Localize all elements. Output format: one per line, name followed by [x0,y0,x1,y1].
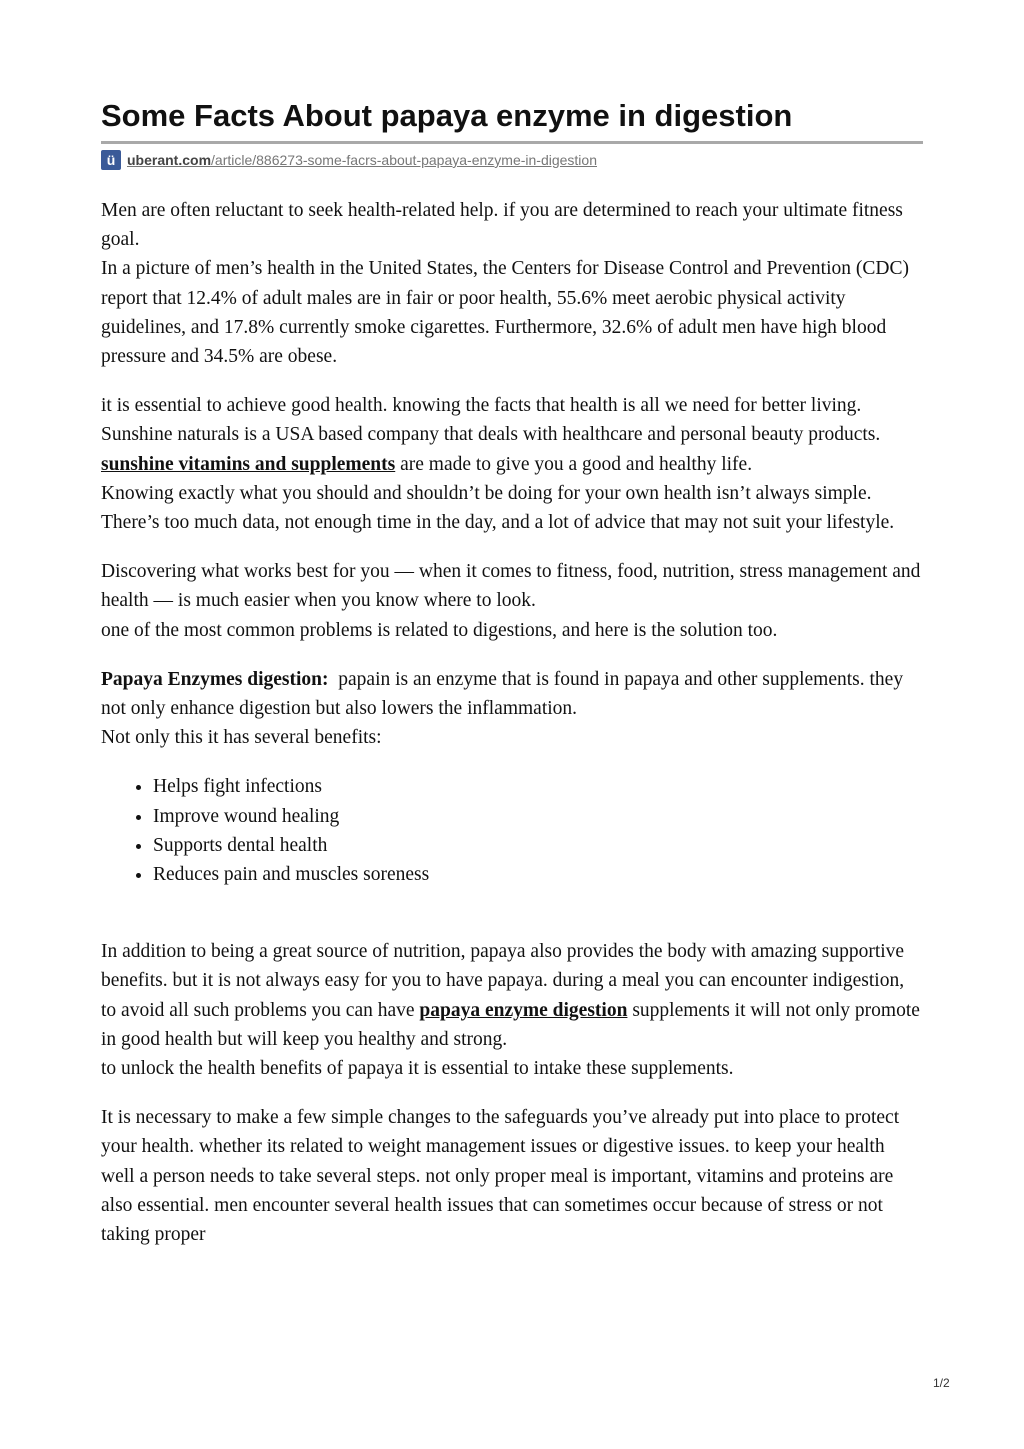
paragraph-5-after: supplements it will not only promote in good health but will keep you healthy and strong. [101,999,920,1050]
article-body [101,196,923,1249]
source-link[interactable] [127,150,597,170]
list-item: • Supports dental health [153,831,923,860]
paragraph-6: It is necessary to make a few simple changes to the safeguards you’ve already put into place to protect your health. whether its related to weight management issues or digestive issues. to keep your health well a person needs to take several steps. not only proper meal is important, vitamins and proteins are also essential. men encounter several health issues that can sometimes occur because of stress or not taking proper [101,1107,900,1246]
paragraph-2-line-1: it is essential to achieve good health. knowing the facts that health is all we need for better living. [101,395,862,417]
paragraph-1 [101,196,923,371]
list-item: • Reduces pain and muscles soreness [153,860,923,889]
page-number: 1/2 [933,1376,950,1390]
paragraph-3 [101,557,923,645]
source-domain: uberant.com [127,152,212,168]
source-path: /article/886273-some-facrs-about-papaya-enzyme-in-digestion [211,152,597,168]
source-line [101,150,923,170]
paragraph-2-line-2-before: Sunshine naturals is a USA based company that deals with healthcare and personal beauty products. [101,424,881,446]
sunshine-vitamins-link[interactable]: sunshine vitamins and supplements [101,453,396,475]
paragraph-1-line-2: In a picture of men’s health in the United States, the Centers for Disease Control and Prevention (CDC) report that 12.4% of adult males are in fair or poor health, 55.6% meet aerobic physical activity guidelines, and 17.8% currently smoke cigarettes. Furthermore, 32.6% of adult men have high blood pressure and 34.5% are obese. [101,258,909,368]
papaya-enzyme-digestion-link[interactable]: papaya enzyme digestion [419,999,628,1021]
list-item: • Helps fight infections [153,772,923,801]
paragraph-4 [101,665,923,753]
paragraph-2 [101,391,923,537]
paragraph-3-line-1: Discovering what works best for you — when it comes to fitness, food, nutrition, stress management and health — is much easier when you know where to look. [101,561,921,612]
paragraph-4-text: papain is an enzyme that is found in papaya and other supplements. they not only enhance digestion but also lowers the inflammation. [101,668,908,720]
paragraph-5-line-2: to unlock the health benefits of papaya it is essential to intake these supplements. [101,1058,734,1080]
paragraph-2-line-3: Knowing exactly what you should and shouldn’t be doing for your own health isn’t always simple. There’s too much data, not enough time in the day, and a lot of advice that may not suit your lifestyle. [101,482,895,534]
paragraph-5-before: In addition to being a great source of nutrition, papaya also provides the body with amazing supportive benefits. but it is not always easy for you to have papaya. during a meal you can encounter indigestion, to avoid all such problems you can have [101,941,905,1021]
paragraph-1-line-1: Men are often reluctant to seek health-related help. if you are determined to reach your ultimate fitness goal. [101,200,903,251]
site-favicon-icon: ü [101,150,121,170]
paragraph-5 [101,937,923,1083]
benefits-list [101,772,923,889]
list-item: • Improve wound healing [153,802,923,831]
paragraph-4-line-2: Not only this it has several benefits: [101,727,382,749]
paragraph-3-line-2: one of the most common problems is related to digestions, and here is the solution too. [101,619,778,641]
document-page [101,96,923,1269]
papaya-enzymes-heading: Papaya Enzymes digestion: [101,668,329,690]
paragraph-2-line-2-after: are made to give you a good and healthy life. [395,453,753,475]
page-title: Some Facts About papaya enzyme in digestion [101,96,923,144]
